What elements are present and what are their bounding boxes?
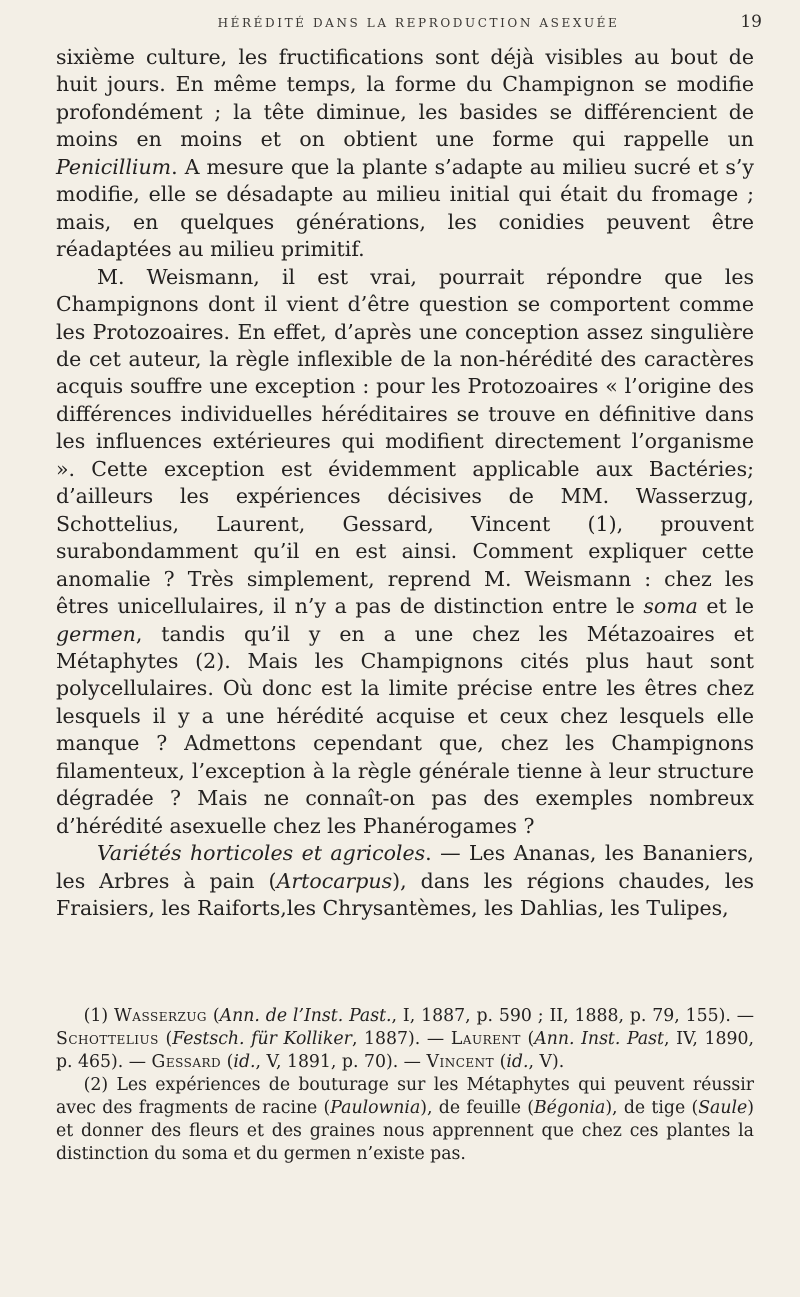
italic-span: Saule xyxy=(698,1098,748,1119)
text-span: , V, 1891, p. 70). — xyxy=(255,1051,427,1072)
text-span: , tandis qu’il y en a une chez les Métazoaires et Métaphytes (2). Mais les Champignons cités plus haut sont polycellulaires. Où donc est la limite précise entre les êtres chez lesquels il y a une hérédité acquise et ceux chez lesquels elle manque ? Admettons cependant que, chez les Champignons filamenteux, l’exception à la règle générale tienne à leur structure dégradée ? Mais ne connaît-on pas des exemples nombreux d’hérédité asexuelle chez les Phanérogames ? xyxy=(56,621,754,838)
italic-span: Bégonia xyxy=(533,1098,606,1119)
text-span: ) et donner des fleurs et des graines nous apprennent que chez ces plantes la distinction du soma et du germen n’existe pas. xyxy=(56,1098,754,1164)
author-name: Laurent xyxy=(450,1028,521,1049)
italic-span: Artocarpus xyxy=(276,868,393,893)
text-span: ), de feuille ( xyxy=(420,1098,534,1119)
paragraph xyxy=(56,264,754,841)
italic-span: Paulownia xyxy=(330,1098,421,1119)
text-span: ( xyxy=(207,1006,220,1026)
text-span: ( xyxy=(221,1051,234,1072)
italic-span: germen xyxy=(56,621,136,646)
text-span: et le xyxy=(697,594,754,619)
author-name: Vincent xyxy=(426,1051,495,1072)
page-number: 19 xyxy=(740,12,762,32)
footnote xyxy=(56,1074,754,1165)
body-text xyxy=(56,44,754,923)
author-name: Gessard xyxy=(151,1051,222,1072)
page-header xyxy=(105,12,762,36)
text-span: . — Les Ananas, les Bananiers, les Arbres à pain ( xyxy=(56,841,754,893)
italic-span: Ann. Inst. Past xyxy=(534,1028,664,1049)
italic-span: id. xyxy=(506,1051,529,1072)
text-span: ( xyxy=(494,1051,507,1072)
author-name: Wasserzug xyxy=(114,1006,208,1026)
text-span: , V). xyxy=(528,1051,565,1072)
text-span: , I, 1887, p. 590 ; II, 1888, p. 79, 155). — xyxy=(391,1006,754,1026)
paragraph xyxy=(56,44,754,264)
text-span: , 1887). — xyxy=(351,1028,451,1049)
text-span: ( xyxy=(158,1028,173,1049)
footnote xyxy=(56,1005,754,1073)
author-name: Schottelius xyxy=(56,1028,159,1049)
italic-span: Variétés horticoles et agricoles xyxy=(97,841,426,866)
text-span: (2) Les expériences de bouturage sur les Métaphytes qui peuvent réussir avec des fragments de racine ( xyxy=(56,1075,754,1119)
italic-span: Penicillium xyxy=(56,154,172,179)
italic-span: Festsch. für Kolliker xyxy=(172,1028,352,1049)
text-span: sixième culture, les fructifications sont déjà visibles au bout de huit jours. En même temps, la forme du Champignon se modifie profondément ; la tête diminue, les basides se différencient de moins en moins et on obtient une forme qui rappelle un xyxy=(56,45,754,152)
text-span: . A mesure que la plante s’adapte au milieu sucré et s’y modifie, elle se désadapte au milieu initial qui était du fromage ; mais, en quelques générations, les conidies peuvent être réadaptées au milieu primitif. xyxy=(56,154,754,262)
text-span: M. Weismann, il est vrai, pourrait répondre que les Champignons dont il vient d’être question se comportent comme les Protozoaires. En effet, d’après une conception assez singulière de cet auteur, la règle inflexible de la non-hérédité des caractères acquis souffre une exception : pour les Protozoaires « l’origine des différences individuelles héréditaires se trouve en définitive dans les influences extérieures qui modifient directement l’organisme ». Cette exception est évidemment applicable aux Bactéries; d’ailleurs les expériences décisives de MM. Wasserzug, Schottelius, Laurent, Gessard, Vincent (1), prouvent surabondamment qu’il en est ainsi. Comment expliquer cette anomalie ? Très simplement, reprend M. Weismann : chez les êtres unicellulaires, il n’y a pas de distinction entre le xyxy=(56,264,754,619)
italic-span: id. xyxy=(233,1051,256,1072)
text-span: ( xyxy=(520,1028,535,1049)
text-span: ), de tige ( xyxy=(605,1098,699,1119)
italic-span: soma xyxy=(643,594,698,619)
text-span: , IV, 1890, p. 465). — xyxy=(56,1028,754,1072)
text-span: (1) xyxy=(83,1006,115,1026)
italic-span: Ann. de l’Inst. Past. xyxy=(219,1006,392,1026)
footnotes xyxy=(56,1005,754,1167)
running-head: HÉRÉDITÉ DANS LA REPRODUCTION ASEXUÉE xyxy=(217,16,620,30)
paragraph xyxy=(56,840,754,922)
text-span: ), dans les régions chaudes, les Fraisiers, les Raiforts,les Chrysantèmes, les Dahlias, les Tulipes, xyxy=(56,868,754,921)
